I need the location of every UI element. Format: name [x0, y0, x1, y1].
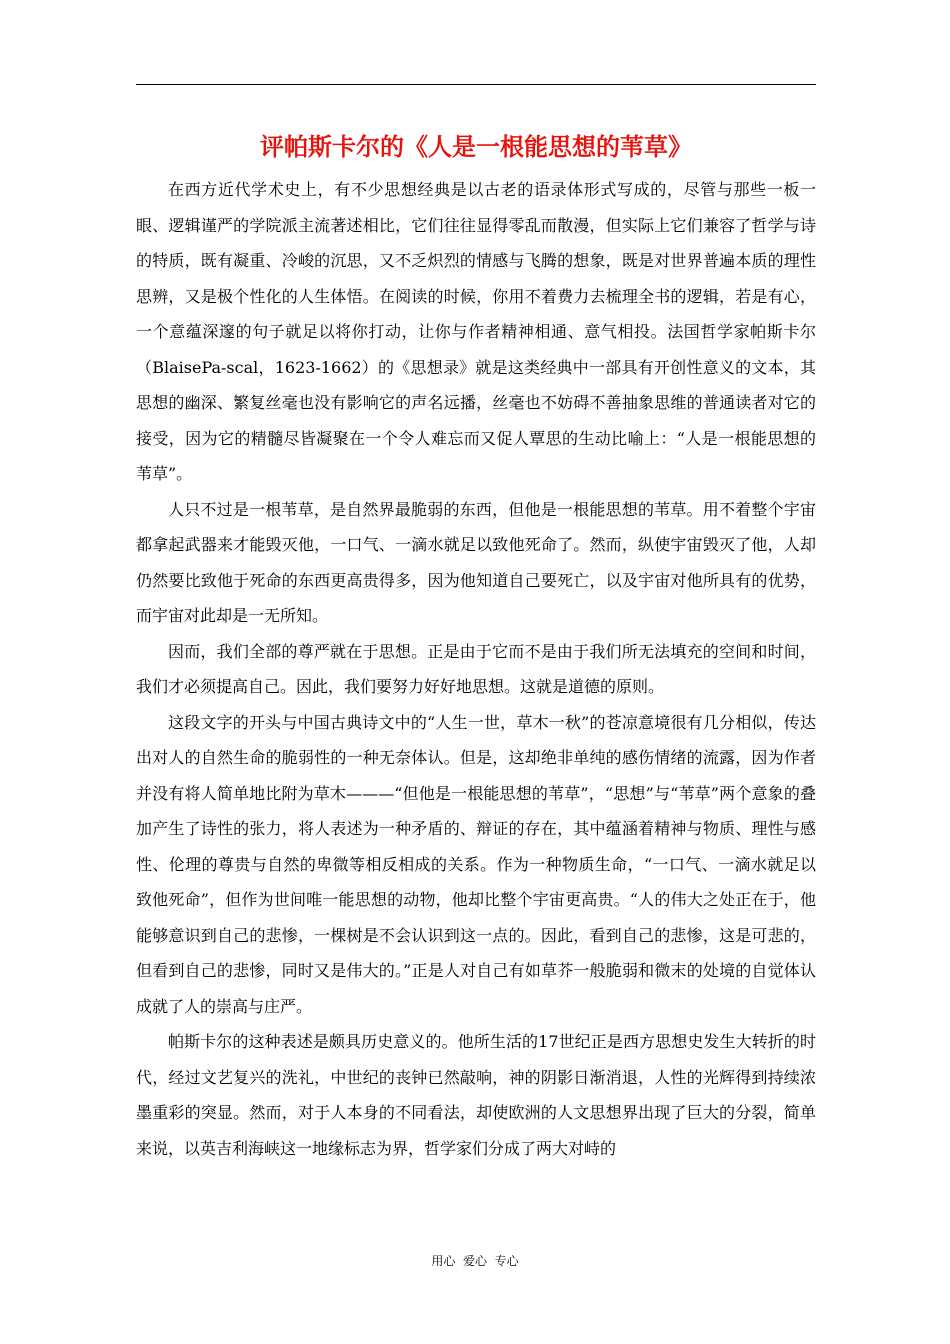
header-rule [136, 84, 816, 85]
paragraph: 帕斯卡尔的这种表述是颇具历史意义的。他所生活的17世纪正是西方思想史发生大转折的时代，经过文艺复兴的洗礼，中世纪的丧钟已然敲响，神的阴影日渐消退，人性的光辉得到持续浓墨重彩的突显。然而，对于人本身的不同看法，却使欧洲的人文思想界出现了巨大的分裂，简单来说，以英吉利海峡这一地缘标志为界，哲学家们分成了两大对峙的 [136, 1032, 816, 1158]
paragraph: 人只不过是一根苇草，是自然界最脆弱的东西，但他是一根能思想的苇草。用不着整个宇宙都拿起武器来才能毁灭他，一口气、一滴水就足以致他死命了。然而，纵使宇宙毁灭了他，人却仍然要比致他于死命的东西更高贵得多，因为他知道自己要死亡，以及宇宙对他所具有的优势，而宇宙对此却是一无所知。 [136, 499, 816, 625]
document-body [136, 172, 816, 1166]
document-title: 评帕斯卡尔的《人是一根能思想的苇草》 [260, 133, 692, 161]
paragraph: 在西方近代学术史上，有不少思想经典是以古老的语录体形式写成的，尽管与那些一板一眼、逻辑谨严的学院派主流著述相比，它们往往显得零乱而散漫，但实际上它们兼容了哲学与诗的特质，既有凝重、冷峻的沉思，又不乏炽烈的情感与飞腾的想象，既是对世界普遍本质的理性思辨，又是极个性化的人生体悟。在阅读的时候，你用不着费力去梳理全书的逻辑，若是有心，一个意蕴深邃的句子就足以将你打动，让你与作者精神相通、意气相投。法国哲学家帕斯卡尔（BlaisePa-scal，1623-1662）的《思想录》就是这类经典中一部具有开创性意义的文本，其思想的幽深、繁复丝毫也没有影响它的声名远播，丝毫也不妨碍不善抽象思维的普通读者对它的接受，因为它的精髓尽皆凝聚在一个令人难忘而又促人覃思的生动比喻上：“人是一根能思想的苇草”。 [136, 180, 816, 483]
page-footer: 用心 爱心 专心 [431, 1254, 519, 1268]
paragraph: 因而，我们全部的尊严就在于思想。正是由于它而不是由于我们所无法填充的空间和时间，我们才必须提高自己。因此，我们要努力好好地思想。这就是道德的原则。 [136, 641, 816, 696]
paragraph: 这段文字的开头与中国古典诗文中的“人生一世，草木一秋”的苍凉意境很有几分相似，传达出对人的自然生命的脆弱性的一种无奈体认。但是，这却绝非单纯的感伤情绪的流露，因为作者并没有将人简单地比附为草木———“但他是一根能思想的苇草”，“思想”与“苇草”两个意象的叠加产生了诗性的张力，将人表述为一种矛盾的、辩证的存在，其中蕴涵着精神与物质、理性与感性、伦理的尊贵与自然的卑微等相反相成的关系。作为一种物质生命，“一口气、一滴水就足以致他死命”，但作为世间唯一能思想的动物，他却比整个宇宙更高贵。“人的伟大之处正在于，他能够意识到自己的悲惨，一棵树是不会认识到这一点的。因此，看到自己的悲惨，这是可悲的，但看到自己的悲惨，同时又是伟大的。”正是人对自己有如草芥一般脆弱和微末的处境的自觉体认成就了人的崇高与庄严。 [136, 712, 816, 1016]
